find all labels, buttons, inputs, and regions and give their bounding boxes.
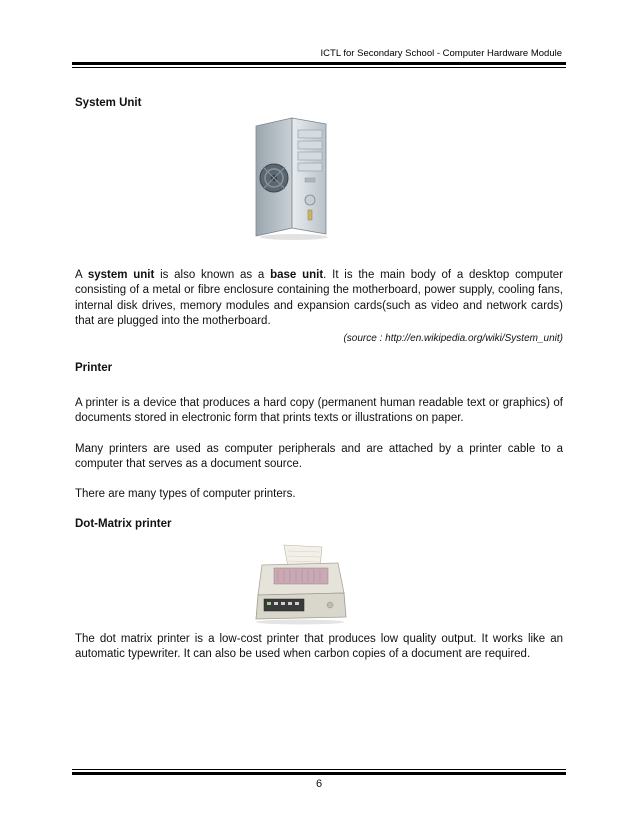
page-number: 6 [315, 778, 323, 790]
system-unit-paragraph [75, 268, 563, 330]
system-unit-text-mid: is also known as a [154, 269, 271, 281]
footer-rule-thick [72, 772, 566, 775]
system-unit-text-rest: . It is the main body of a desktop computer consisting of a metal or fibre enclosure containing the motherboard, power supply, cooling fans, internal disk drives, memory modules and expansion cards(such as video and network cards) that are plugged into the motherboard. [75, 269, 564, 328]
base-unit-term: base unit [270, 269, 324, 281]
source-citation: (source : http://en.wikipedia.org/wiki/System_unit) [343, 333, 563, 344]
system-unit-text-a: A [75, 269, 88, 281]
header-rule-thin [72, 67, 566, 68]
printer-heading: Printer [75, 362, 113, 374]
dot-matrix-heading: Dot-Matrix printer [75, 518, 172, 530]
printer-paragraph-3: There are many types of computer printers. [75, 488, 296, 500]
system-unit-image [250, 116, 336, 242]
printer-paragraph-1: A printer is a device that produces a hard copy (permanent human readable text or graphics) of documents stored in electronic form that prints texts or illustrations on paper. [75, 397, 563, 425]
header-rule-thick [72, 62, 566, 65]
footer-rule-thin [72, 769, 566, 770]
dot-matrix-printer-image [250, 543, 350, 625]
printer-paragraph-2: Many printers are used as computer peripherals and are attached by a printer cable to a computer that serves as a document source. [75, 443, 563, 471]
system-unit-term: system unit [87, 269, 155, 281]
dot-matrix-paragraph: The dot matrix printer is a low-cost printer that produces low quality output. It works like an automatic typewriter. It can also be used when carbon copies of a document are required. [75, 633, 563, 661]
running-header: ICTL for Secondary School - Computer Hardware Module [320, 48, 562, 59]
system-unit-heading: System Unit [75, 97, 142, 109]
